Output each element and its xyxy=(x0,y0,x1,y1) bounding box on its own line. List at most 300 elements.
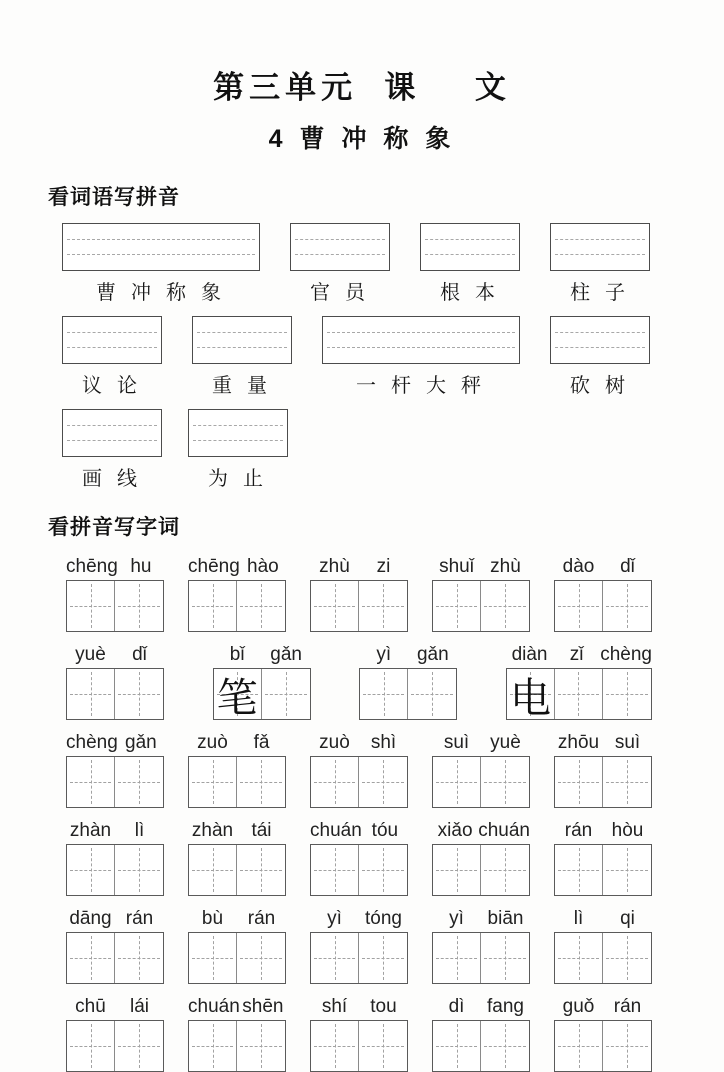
character-grid xyxy=(310,1020,408,1072)
character-cell xyxy=(189,757,237,807)
pinyin-label xyxy=(188,553,286,578)
pinyin-item xyxy=(62,409,162,491)
horizontal-dashed-guide xyxy=(192,1046,233,1047)
character-grid xyxy=(188,932,286,984)
pinyin-syllable: yì xyxy=(449,908,464,930)
pinyin-label xyxy=(213,641,311,666)
pinyin-row xyxy=(62,409,650,491)
horizontal-dashed-guide xyxy=(436,606,477,607)
pinyin-label xyxy=(310,905,408,930)
hanzi-word-group xyxy=(432,905,530,984)
pinyin-syllable: zuò xyxy=(319,732,350,754)
word-label: 根 本 xyxy=(440,282,500,304)
pinyin-label xyxy=(188,993,286,1018)
dashed-guide-line xyxy=(67,239,255,240)
pinyin-label xyxy=(554,729,652,754)
pinyin-item xyxy=(192,316,292,398)
hanzi-word-group xyxy=(554,729,652,808)
pinyin-item xyxy=(420,223,520,305)
pinyin-syllable: chēng xyxy=(188,556,240,578)
pinyin-item xyxy=(550,223,650,305)
pinyin-syllable: yì xyxy=(327,908,342,930)
hanzi-word-group xyxy=(432,729,530,808)
hanzi-word-group xyxy=(66,817,164,896)
character-grid xyxy=(432,1020,530,1072)
pinyin-writing-box xyxy=(420,223,520,271)
horizontal-dashed-guide xyxy=(118,606,160,607)
pinyin-item xyxy=(290,223,390,305)
character-cell xyxy=(67,757,115,807)
pinyin-syllable: shì xyxy=(370,732,397,754)
pinyin-syllable: gǎn xyxy=(416,644,449,666)
pinyin-writing-box xyxy=(550,223,650,271)
pinyin-item xyxy=(188,409,288,491)
character-cell xyxy=(67,1021,115,1071)
pinyin-syllable: hòu xyxy=(611,820,644,842)
character-cell xyxy=(408,669,456,719)
pinyin-label xyxy=(432,729,530,754)
hanzi-row xyxy=(66,553,652,632)
horizontal-dashed-guide xyxy=(240,606,282,607)
hanzi-word-group xyxy=(66,905,164,984)
pinyin-item xyxy=(550,316,650,398)
character-cell xyxy=(555,933,603,983)
word-label: 一 杆 大 秤 xyxy=(356,375,486,397)
dashed-guide-line xyxy=(327,332,515,333)
pinyin-syllable: chèng xyxy=(66,732,118,754)
character-grid xyxy=(554,844,652,896)
hanzi-row xyxy=(66,993,652,1072)
prefilled-character: 电 xyxy=(509,674,551,721)
hanzi-word-group xyxy=(66,553,164,632)
hanzi-word-group xyxy=(432,993,530,1072)
pinyin-syllable: chèng xyxy=(600,644,652,666)
pinyin-syllable: yì xyxy=(376,644,392,666)
pinyin-row xyxy=(62,223,650,305)
horizontal-dashed-guide xyxy=(314,958,355,959)
character-cell xyxy=(603,1021,651,1071)
pinyin-syllable: guǒ xyxy=(562,996,595,1018)
character-cell xyxy=(189,1021,237,1071)
hanzi-row xyxy=(66,817,652,896)
character-cell xyxy=(189,933,237,983)
pinyin-syllable: dǐ xyxy=(620,556,635,578)
hanzi-word-group xyxy=(432,817,530,896)
horizontal-dashed-guide xyxy=(265,694,307,695)
pinyin-syllable: suì xyxy=(614,732,641,754)
dashed-guide-line xyxy=(555,254,645,255)
character-cell xyxy=(115,933,163,983)
pinyin-writing-box xyxy=(62,223,260,271)
hanzi-word-group xyxy=(554,553,652,632)
pinyin-syllable: zhōu xyxy=(557,732,600,754)
character-grid xyxy=(554,1020,652,1072)
word-label: 议 论 xyxy=(82,375,142,397)
horizontal-dashed-guide xyxy=(192,958,233,959)
pinyin-syllable: rán xyxy=(247,908,276,930)
horizontal-dashed-guide xyxy=(118,782,160,783)
horizontal-dashed-guide xyxy=(70,870,111,871)
dashed-guide-line xyxy=(555,239,645,240)
pinyin-syllable: dì xyxy=(448,996,465,1018)
pinyin-label xyxy=(66,729,164,754)
pinyin-syllable: qi xyxy=(620,908,635,930)
horizontal-dashed-guide xyxy=(192,870,233,871)
character-cell xyxy=(67,933,115,983)
character-cell xyxy=(359,1021,407,1071)
character-cell xyxy=(262,669,310,719)
character-cell xyxy=(237,581,285,631)
pinyin-syllable: tóng xyxy=(365,908,402,930)
pinyin-syllable: zhù xyxy=(490,556,521,578)
hanzi-word-group xyxy=(66,993,164,1072)
character-cell xyxy=(360,669,408,719)
character-cell xyxy=(603,933,651,983)
dashed-guide-line xyxy=(193,440,283,441)
dashed-guide-line xyxy=(67,425,157,426)
character-grid xyxy=(310,580,408,632)
pinyin-syllable: chuán xyxy=(310,820,362,842)
pinyin-syllable: zhàn xyxy=(69,820,112,842)
pinyin-syllable: diàn xyxy=(511,644,548,666)
character-cell xyxy=(67,669,115,719)
pinyin-syllable: chū xyxy=(75,996,106,1018)
hanzi-word-group xyxy=(188,729,286,808)
horizontal-dashed-guide xyxy=(314,606,355,607)
horizontal-dashed-guide xyxy=(314,782,355,783)
character-grid xyxy=(66,844,164,896)
lesson-subtitle: 4 曹 冲 称 象 xyxy=(268,125,456,153)
character-cell xyxy=(603,845,651,895)
horizontal-dashed-guide xyxy=(314,870,355,871)
pinyin-syllable: tou xyxy=(370,996,397,1018)
pinyin-label xyxy=(188,729,286,754)
character-grid xyxy=(310,932,408,984)
pinyin-item xyxy=(62,223,260,305)
character-cell xyxy=(603,581,651,631)
pinyin-syllable: shēn xyxy=(242,996,284,1018)
horizontal-dashed-guide xyxy=(362,870,404,871)
horizontal-dashed-guide xyxy=(558,958,599,959)
character-cell xyxy=(433,757,481,807)
character-cell xyxy=(555,581,603,631)
pinyin-writing-box xyxy=(192,316,292,364)
character-cell xyxy=(115,669,163,719)
pinyin-writing-box xyxy=(290,223,390,271)
pinyin-syllable: yuè xyxy=(75,644,106,666)
pinyin-label xyxy=(432,817,530,842)
pinyin-rows xyxy=(62,223,650,491)
pinyin-syllable: tái xyxy=(251,820,272,842)
horizontal-dashed-guide xyxy=(411,694,453,695)
pinyin-label xyxy=(506,641,652,666)
pinyin-label xyxy=(554,817,652,842)
character-cell xyxy=(433,933,481,983)
horizontal-dashed-guide xyxy=(362,782,404,783)
pinyin-syllable: chuán xyxy=(188,996,240,1018)
character-grid xyxy=(310,844,408,896)
horizontal-dashed-guide xyxy=(484,606,526,607)
horizontal-dashed-guide xyxy=(240,870,282,871)
character-cell xyxy=(433,1021,481,1071)
hanzi-word-group xyxy=(554,905,652,984)
pinyin-label xyxy=(554,993,652,1018)
pinyin-syllable: dào xyxy=(562,556,595,578)
word-label: 重 量 xyxy=(212,375,272,397)
character-cell xyxy=(359,933,407,983)
horizontal-dashed-guide xyxy=(558,606,599,607)
character-cell xyxy=(237,757,285,807)
hanzi-word-group xyxy=(310,817,408,896)
pinyin-label xyxy=(188,817,286,842)
character-grid xyxy=(554,932,652,984)
pinyin-syllable: lì xyxy=(573,908,584,930)
hanzi-word-group xyxy=(188,905,286,984)
dashed-guide-line xyxy=(67,254,255,255)
word-label: 砍 树 xyxy=(570,375,630,397)
pinyin-syllable: rán xyxy=(564,820,593,842)
horizontal-dashed-guide xyxy=(70,606,111,607)
pinyin-label xyxy=(66,905,164,930)
character-grid xyxy=(188,1020,286,1072)
horizontal-dashed-guide xyxy=(362,958,404,959)
character-cell xyxy=(311,1021,359,1071)
horizontal-dashed-guide xyxy=(192,782,233,783)
horizontal-dashed-guide xyxy=(484,1046,526,1047)
pinyin-writing-box xyxy=(550,316,650,364)
pinyin-writing-box xyxy=(62,316,162,364)
hanzi-row xyxy=(66,641,652,720)
pinyin-syllable: zi xyxy=(376,556,391,578)
character-cell xyxy=(603,757,651,807)
hanzi-word-group xyxy=(310,993,408,1072)
pinyin-syllable: shí xyxy=(321,996,348,1018)
horizontal-dashed-guide xyxy=(436,782,477,783)
pinyin-label xyxy=(554,905,652,930)
pinyin-label xyxy=(66,641,164,666)
hanzi-word-group xyxy=(213,641,311,720)
horizontal-dashed-guide xyxy=(558,1046,599,1047)
horizontal-dashed-guide xyxy=(70,958,111,959)
character-grid xyxy=(188,756,286,808)
pinyin-item xyxy=(62,316,162,398)
pinyin-row xyxy=(62,316,650,398)
hanzi-word-group xyxy=(554,993,652,1072)
pinyin-syllable: shuǐ xyxy=(439,556,474,578)
hanzi-word-group xyxy=(359,641,457,720)
character-cell xyxy=(115,757,163,807)
word-label: 画 线 xyxy=(82,468,142,490)
character-grid xyxy=(432,756,530,808)
character-cell xyxy=(555,1021,603,1071)
horizontal-dashed-guide xyxy=(606,606,648,607)
character-cell xyxy=(311,757,359,807)
horizontal-dashed-guide xyxy=(436,958,477,959)
section-heading-write-pinyin: 看词语写拼音 xyxy=(48,186,180,209)
pinyin-label xyxy=(554,553,652,578)
pinyin-writing-box xyxy=(188,409,288,457)
character-cell xyxy=(214,669,262,719)
hanzi-word-group xyxy=(188,817,286,896)
pinyin-syllable: tóu xyxy=(371,820,399,842)
pinyin-syllable: biān xyxy=(487,908,524,930)
horizontal-dashed-guide xyxy=(558,782,599,783)
character-cell xyxy=(481,933,529,983)
character-cell xyxy=(115,845,163,895)
horizontal-dashed-guide xyxy=(606,958,648,959)
character-cell xyxy=(433,581,481,631)
horizontal-dashed-guide xyxy=(240,782,282,783)
character-cell xyxy=(555,669,603,719)
page-title: 第三单元 课 文 xyxy=(213,70,511,105)
pinyin-label xyxy=(432,993,530,1018)
character-cell xyxy=(189,845,237,895)
character-grid xyxy=(66,1020,164,1072)
character-grid xyxy=(432,932,530,984)
character-cell xyxy=(311,933,359,983)
character-cell xyxy=(311,845,359,895)
character-cell xyxy=(603,669,651,719)
horizontal-dashed-guide xyxy=(558,870,599,871)
pinyin-label xyxy=(66,993,164,1018)
hanzi-word-group xyxy=(310,729,408,808)
dashed-guide-line xyxy=(197,347,287,348)
horizontal-dashed-guide xyxy=(362,1046,404,1047)
horizontal-dashed-guide xyxy=(314,1046,355,1047)
horizontal-dashed-guide xyxy=(558,694,599,695)
horizontal-dashed-guide xyxy=(70,694,111,695)
character-cell xyxy=(189,581,237,631)
character-cell xyxy=(481,845,529,895)
character-cell xyxy=(555,757,603,807)
horizontal-dashed-guide xyxy=(118,958,160,959)
dashed-guide-line xyxy=(425,239,515,240)
pinyin-syllable: dǐ xyxy=(132,644,147,666)
hanzi-row xyxy=(66,729,652,808)
pinyin-syllable: zhù xyxy=(319,556,350,578)
character-grid xyxy=(66,668,164,720)
pinyin-syllable: gǎn xyxy=(270,644,302,666)
dashed-guide-line xyxy=(555,347,645,348)
character-grid xyxy=(66,932,164,984)
dashed-guide-line xyxy=(555,332,645,333)
prefilled-character: 笔 xyxy=(216,674,258,721)
horizontal-dashed-guide xyxy=(606,694,648,695)
dashed-guide-line xyxy=(295,254,385,255)
pinyin-syllable: hu xyxy=(130,556,152,578)
word-label: 柱 子 xyxy=(570,282,630,304)
pinyin-syllable: hào xyxy=(247,556,279,578)
pinyin-label xyxy=(310,993,408,1018)
hanzi-word-group xyxy=(310,553,408,632)
horizontal-dashed-guide xyxy=(606,782,648,783)
hanzi-word-group xyxy=(554,817,652,896)
pinyin-syllable: chuán xyxy=(478,820,530,842)
horizontal-dashed-guide xyxy=(484,958,526,959)
dashed-guide-line xyxy=(327,347,515,348)
character-cell xyxy=(481,757,529,807)
character-cell xyxy=(115,1021,163,1071)
pinyin-syllable: zǐ xyxy=(569,644,584,666)
character-cell xyxy=(359,581,407,631)
horizontal-dashed-guide xyxy=(70,782,111,783)
pinyin-label xyxy=(310,729,408,754)
hanzi-word-group xyxy=(310,905,408,984)
horizontal-dashed-guide xyxy=(240,958,282,959)
character-cell xyxy=(433,845,481,895)
hanzi-word-group xyxy=(66,641,164,720)
pinyin-label xyxy=(432,905,530,930)
dashed-guide-line xyxy=(425,254,515,255)
character-cell xyxy=(237,845,285,895)
dashed-guide-line xyxy=(67,347,157,348)
character-cell xyxy=(555,845,603,895)
horizontal-dashed-guide xyxy=(484,782,526,783)
pinyin-writing-box xyxy=(62,409,162,457)
pinyin-syllable: zhàn xyxy=(191,820,234,842)
word-label: 曹 冲 称 象 xyxy=(96,282,226,304)
character-cell xyxy=(67,845,115,895)
hanzi-word-group xyxy=(506,641,652,720)
character-grid xyxy=(554,580,652,632)
character-grid xyxy=(66,756,164,808)
pinyin-syllable: rán xyxy=(125,908,154,930)
character-grid xyxy=(506,668,652,720)
character-grid xyxy=(213,668,311,720)
pinyin-label xyxy=(359,641,457,666)
hanzi-word-group xyxy=(188,993,286,1072)
pinyin-label xyxy=(188,905,286,930)
pinyin-label xyxy=(66,817,164,842)
horizontal-dashed-guide xyxy=(192,606,233,607)
character-cell xyxy=(67,581,115,631)
horizontal-dashed-guide xyxy=(118,1046,160,1047)
pinyin-syllable: suì xyxy=(443,732,470,754)
horizontal-dashed-guide xyxy=(436,870,477,871)
character-cell xyxy=(481,1021,529,1071)
character-grid xyxy=(554,756,652,808)
horizontal-dashed-guide xyxy=(606,1046,648,1047)
dashed-guide-line xyxy=(193,425,283,426)
character-grid xyxy=(66,580,164,632)
pinyin-syllable: zuò xyxy=(197,732,228,754)
horizontal-dashed-guide xyxy=(240,1046,282,1047)
character-grid xyxy=(359,668,457,720)
horizontal-dashed-guide xyxy=(118,870,160,871)
character-cell xyxy=(237,1021,285,1071)
word-label: 为 止 xyxy=(208,468,268,490)
horizontal-dashed-guide xyxy=(606,870,648,871)
dashed-guide-line xyxy=(67,332,157,333)
character-cell xyxy=(359,757,407,807)
pinyin-syllable: lái xyxy=(129,996,149,1018)
word-label: 官 员 xyxy=(310,282,370,304)
hanzi-word-group xyxy=(188,553,286,632)
horizontal-dashed-guide xyxy=(363,694,404,695)
pinyin-syllable: chēng xyxy=(66,556,118,578)
pinyin-label xyxy=(310,817,408,842)
pinyin-writing-box xyxy=(322,316,520,364)
hanzi-word-group xyxy=(66,729,164,808)
pinyin-syllable: gǎn xyxy=(125,732,157,754)
horizontal-dashed-guide xyxy=(362,606,404,607)
horizontal-dashed-guide xyxy=(70,1046,111,1047)
pinyin-item xyxy=(322,316,520,398)
pinyin-syllable: xiǎo xyxy=(437,820,473,842)
pinyin-syllable: fang xyxy=(487,996,524,1018)
pinyin-syllable: bù xyxy=(201,908,224,930)
horizontal-dashed-guide xyxy=(484,870,526,871)
